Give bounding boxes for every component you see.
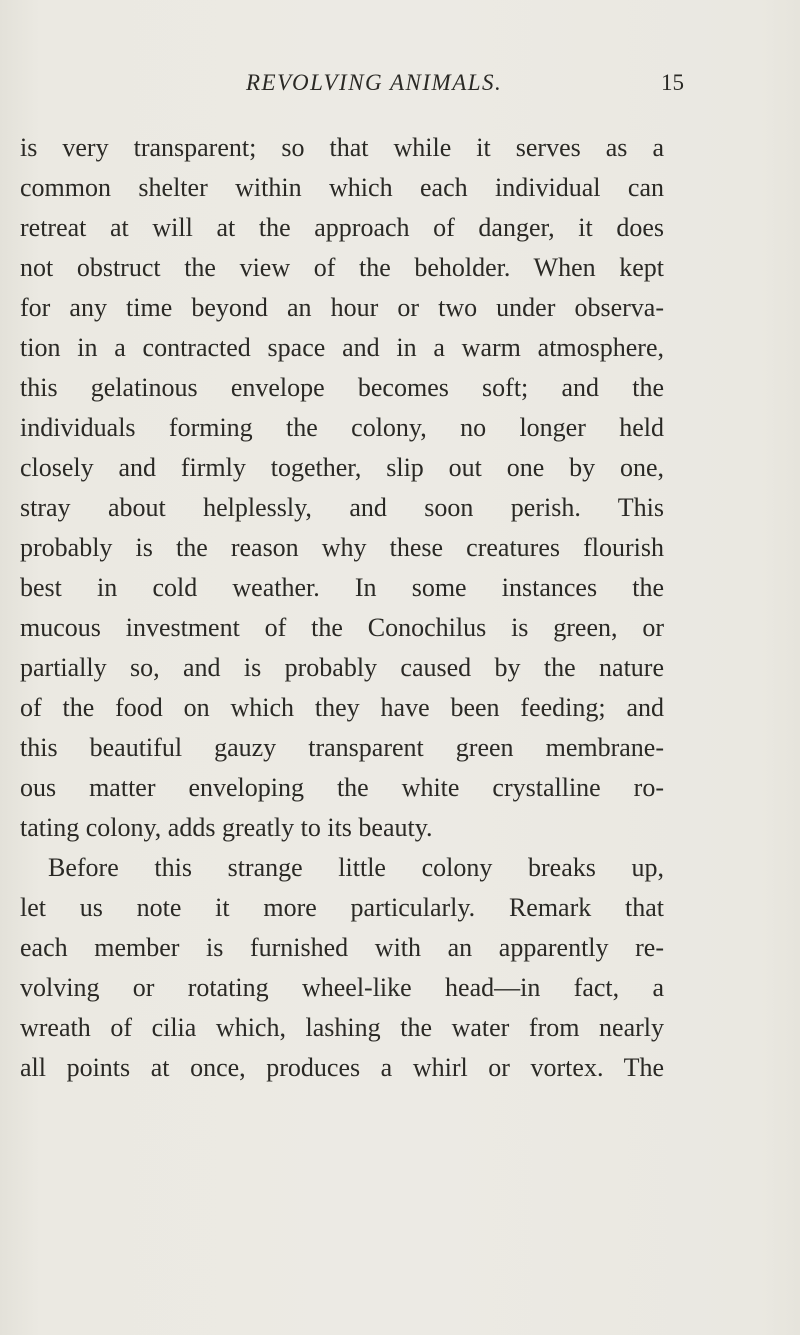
text-line: is very transparent; so that while it serves as a <box>20 133 664 162</box>
text-line: individuals forming the colony, no longer held <box>20 413 664 442</box>
text-line: volving or rotating wheel-like head—in fact, a <box>20 973 664 1002</box>
body-text <box>20 128 664 1088</box>
text-line: wreath of cilia which, lashing the water from nearly <box>20 1013 664 1042</box>
text-line: mucous investment of the Conochilus is green, or <box>20 613 664 642</box>
page-number: 15 <box>661 70 684 95</box>
text-line: closely and firmly together, slip out one by one, <box>20 453 664 482</box>
text-line: this beautiful gauzy transparent green membrane- <box>20 733 664 762</box>
paragraph-start-line: Before this strange little colony breaks up, <box>48 853 664 882</box>
paragraph-end-line: tating colony, adds greatly to its beauty. <box>20 813 433 842</box>
running-head <box>0 70 800 100</box>
text-line: let us note it more particularly. Remark that <box>20 893 664 922</box>
text-line: tion in a contracted space and in a warm atmosphere, <box>20 333 664 362</box>
running-title: REVOLVING ANIMALS. <box>246 70 503 95</box>
text-line: partially so, and is probably caused by the nature <box>20 653 664 682</box>
text-line: probably is the reason why these creatures flourish <box>20 533 664 562</box>
text-line: each member is furnished with an apparently re- <box>20 933 664 962</box>
text-line: for any time beyond an hour or two under observa- <box>20 293 664 322</box>
text-line: this gelatinous envelope becomes soft; and the <box>20 373 664 402</box>
text-line: of the food on which they have been feeding; and <box>20 693 664 722</box>
text-line: stray about helplessly, and soon perish. This <box>20 493 664 522</box>
text-line: retreat at will at the approach of danger, it does <box>20 213 664 242</box>
text-line: common shelter within which each individual can <box>20 173 664 202</box>
text-line: ous matter enveloping the white crystalline ro- <box>20 773 664 802</box>
text-line: best in cold weather. In some instances the <box>20 573 664 602</box>
text-line: all points at once, produces a whirl or vortex. The <box>20 1053 664 1082</box>
text-line: not obstruct the view of the beholder. When kept <box>20 253 664 282</box>
